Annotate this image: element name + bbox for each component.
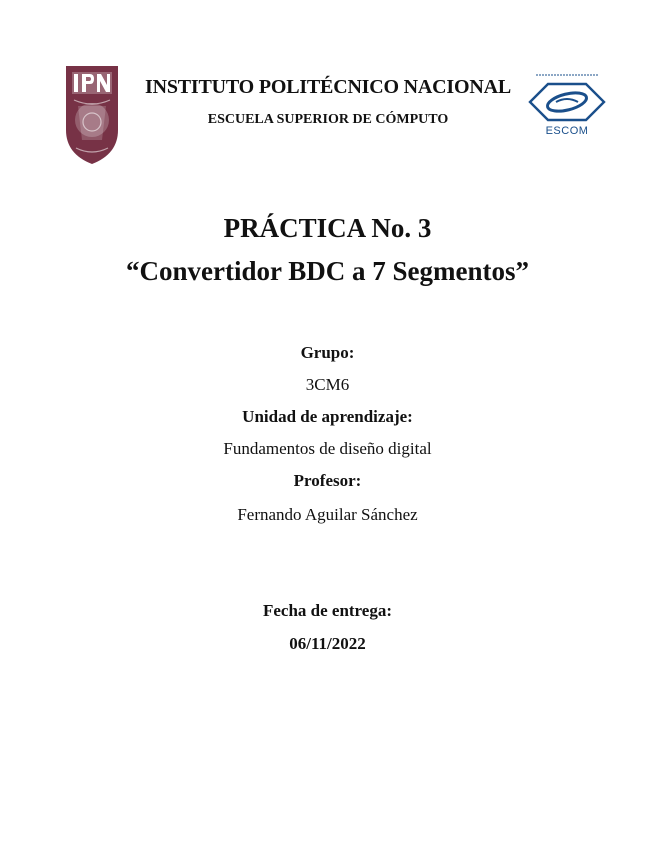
ipn-logo [62, 60, 122, 166]
escom-logo [526, 72, 608, 138]
institute-name: INSTITUTO POLITÉCNICO NACIONAL [145, 76, 511, 98]
group-value: 3CM6 [305, 375, 350, 394]
cover-header [0, 0, 655, 150]
practice-title: PRÁCTICA No. 3 [223, 213, 432, 243]
date-label: Fecha de entrega: [262, 601, 393, 620]
school-name: ESCUELA SUPERIOR DE CÓMPUTO [207, 112, 449, 127]
escom-logo-text: ESCOM [545, 125, 589, 137]
practice-name: “Convertidor BDC a 7 Segmentos” [126, 256, 529, 286]
professor-value: Fernando Aguilar Sánchez [237, 505, 418, 524]
professor-label: Profesor: [293, 471, 362, 490]
unit-label: Unidad de aprendizaje: [242, 407, 413, 426]
group-label: Grupo: [300, 343, 355, 362]
unit-value: Fundamentos de diseño digital [223, 439, 432, 458]
date-value: 06/11/2022 [289, 634, 366, 653]
